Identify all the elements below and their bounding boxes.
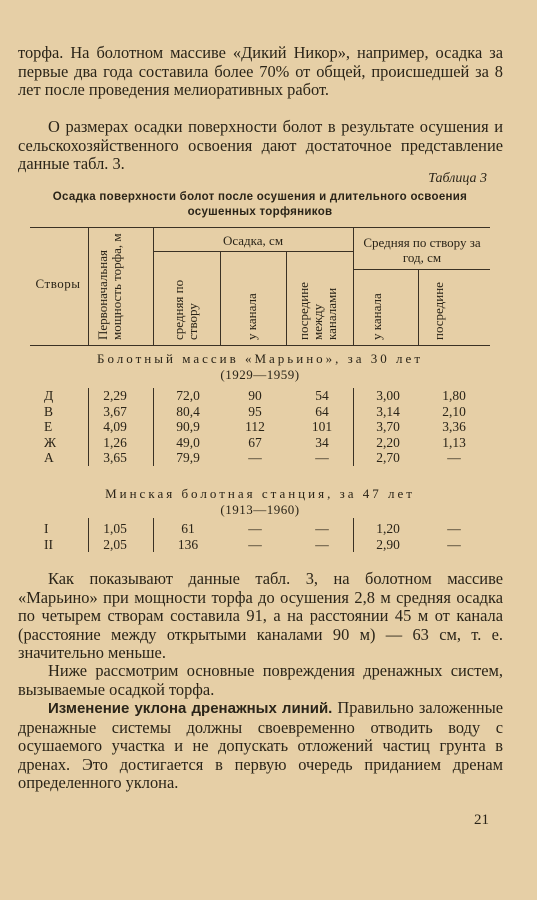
table-cell: 4,09 [103,419,127,434]
table-cell: 112 [245,419,265,434]
table-cell: 2,90 [376,536,400,552]
paragraph-analysis: Как показывают данные табл. 3, на болотном массиве «Марьино» при мощности торфа до осушения 2,8 м средняя осадка по четырем створам составила 91, а на расстоянии 45 м от канала (расстояние между открытыми каналами 90 м) — 63 см, т. е. значительно меньше. [18,569,503,663]
header-sred: Средняя по створу за год, см [363,235,481,265]
col-divider [88,227,89,345]
table-cell: 1,80 [442,388,466,403]
section-title-text: Минская болотная станция, за 47 лет [105,486,415,501]
table-cell: 67 [248,434,262,450]
col-divider [220,251,221,345]
table-cell: 3,36 [442,419,466,434]
col-divider [286,251,287,345]
table-cell: — [447,536,461,552]
table-cell: 2,05 [103,536,127,552]
header-stvory: Створы [35,276,81,291]
section-years: (1913—1960) [220,502,300,517]
table-cell: Д [44,388,54,403]
table-cell: Е [44,419,53,434]
table-cell: 95 [248,403,262,419]
table-cell: 90,9 [176,419,200,434]
table-cell: 1,05 [103,521,127,536]
header-osadka-sub-avg: средняя по створу [171,279,200,340]
table-cell: 72,0 [176,388,200,403]
table-cell: 34 [315,434,329,450]
paragraph-table-reference: О размерах осадки поверхности болот в результате осушения и сельскохозяйственного освоения дают достаточное представление данные табл. 3. [18,117,503,174]
table-cell: I [44,521,49,536]
header-osadka: Осадка, см [222,233,284,248]
page-number: 21 [474,812,489,828]
table-cell: 90 [248,388,262,403]
col-divider [153,388,154,466]
table-cell: А [44,450,54,465]
table-cell: 80,4 [176,403,200,419]
paragraph-slope [18,699,503,793]
table-cell: — [315,521,329,536]
header-osadka-sub-middle: посредине между каналами [296,282,339,340]
table-cell: 2,20 [376,434,400,450]
col-divider [153,518,154,552]
table-cell: 79,9 [176,450,200,465]
col-divider [418,269,419,345]
table-header-bottom-rule [30,345,490,346]
table-cell: II [44,536,53,552]
table-top-rule [30,227,490,228]
table-cell: — [315,450,329,465]
paragraph-transition: Ниже рассмотрим основные повреждения дренажных систем, вызываемые осадкой торфа. [18,661,503,699]
sred-subheader-rule [353,269,490,270]
table-cell: 3,65 [103,450,127,465]
col-divider [88,518,89,552]
table-cell: 101 [311,419,333,434]
col-divider [353,388,354,466]
table-cell: 2,10 [442,403,466,419]
table-cell: — [248,536,262,552]
table-cell: — [447,521,461,536]
table-cell: — [248,521,262,536]
table-cell: 61 [181,521,195,536]
table-cell: 1,26 [103,434,127,450]
paragraph-intro: торфа. На болотном массиве «Дикий Никор», например, осадка за первые два года составила более 70% от общей, происшедшей за 8 лет после проведения мелиоративных работ. [18,43,503,100]
subheading-slope: Изменение уклона дренажных линий. [48,700,333,717]
table-cell: 3,14 [376,403,400,419]
table-label: Таблица 3 [428,171,487,186]
header-sred-sub-middle: посредине [431,282,446,340]
table-cell: В [44,403,54,419]
table-title: Осадка поверхности болот после осушения и длительного освоения осушенных торфяников [52,191,468,218]
section-title [30,486,490,518]
table-cell: 2,70 [376,450,400,465]
table-cell: 1,13 [442,434,466,450]
table-cell: Ж [44,434,57,450]
col-divider [353,518,354,552]
col-divider [353,227,354,345]
table-cell: 3,67 [103,403,127,419]
table-cell: 3,00 [376,388,400,403]
table-cell: 136 [177,536,199,552]
osadka-subheader-rule [153,251,353,252]
col-divider [88,388,89,466]
table-cell: — [248,450,262,465]
section-years: (1929—1959) [220,367,300,382]
table-cell: — [315,536,329,552]
table-cell: 3,70 [376,419,400,434]
header-thickness: Первоначальная мощность торфа, м [95,233,124,340]
header-sred-sub-canal: у канала [369,293,384,340]
section-title-text: Болотный массив «Марьино», за 30 лет [97,351,423,366]
table-cell: 54 [315,388,329,403]
header-osadka-sub-canal: у канала [244,293,259,340]
table-cell: 49,0 [176,434,200,450]
table-cell: 2,29 [103,388,127,403]
paragraph-slope-text: Правильно заложенные дренажные системы должны своевременно отводить воду с осушаемого участка и не допускать отложений частиц грунта в дренах. Это достигается в первую очередь приданием дренам определенного уклона. [18,698,503,793]
section-title [30,351,490,383]
table-cell: 1,20 [376,521,400,536]
table-cell: 64 [315,403,329,419]
table-cell: — [447,450,461,465]
